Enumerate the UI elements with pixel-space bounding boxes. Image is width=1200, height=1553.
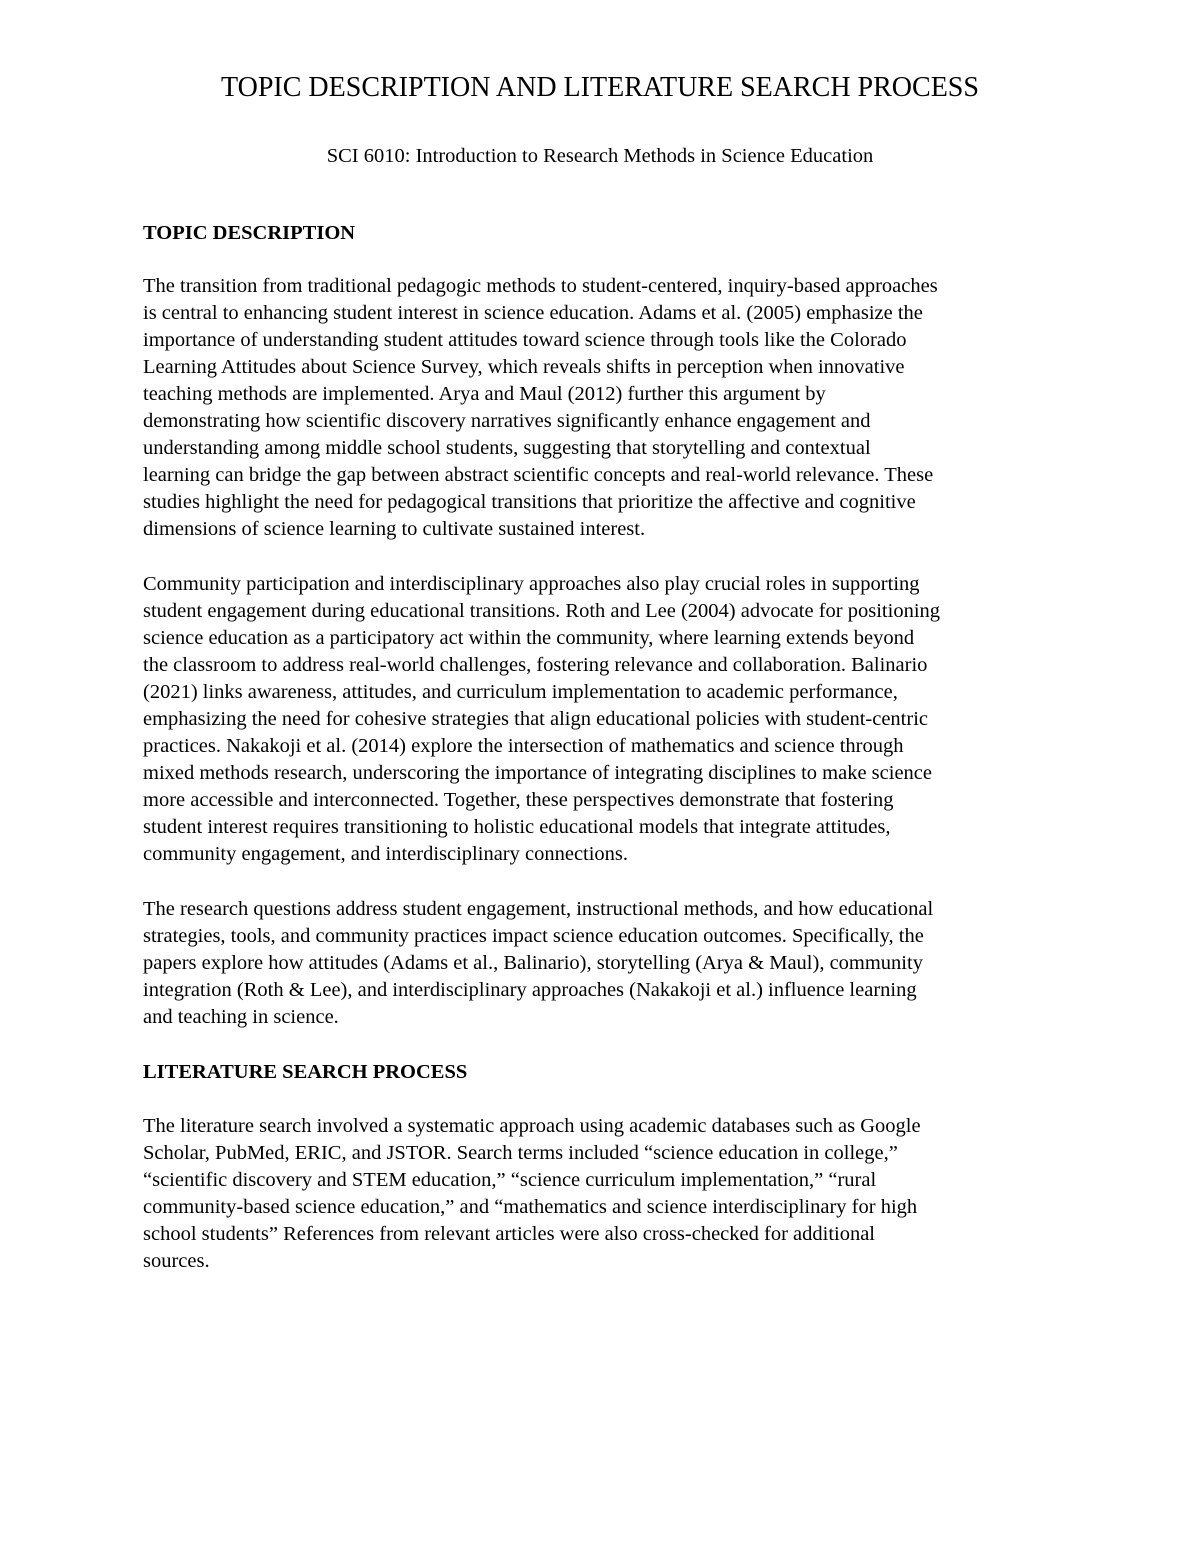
text-line: science education as a participatory act within the community, where learning extends beyond <box>143 627 915 649</box>
text-line: mixed methods research, underscoring the importance of integrating disciplines to make science <box>143 762 932 784</box>
text-line: studies highlight the need for pedagogical transitions that prioritize the affective and cognitive <box>143 491 916 513</box>
text-line: community-based science education,” and “mathematics and science interdisciplinary for high <box>143 1196 918 1218</box>
text-line: practices. Nakakoji et al. (2014) explore the intersection of mathematics and science through <box>143 735 904 757</box>
text-line: “scientific discovery and STEM education,” “science curriculum implementation,” “rural <box>143 1169 877 1191</box>
text-line: The research questions address student engagement, instructional methods, and how educational <box>143 898 934 920</box>
paragraph-topic-3 <box>143 896 1059 1031</box>
section-heading-topic-description: TOPIC DESCRIPTION <box>143 222 356 244</box>
text-line: student interest requires transitioning to holistic educational models that integrate attitudes, <box>143 816 891 838</box>
section-heading-literature-search: LITERATURE SEARCH PROCESS <box>143 1061 468 1083</box>
text-line: school students” References from relevant articles were also cross-checked for additional <box>143 1223 876 1245</box>
text-line: Community participation and interdisciplinary approaches also play crucial roles in supporting <box>143 573 920 595</box>
text-line: integration (Roth & Lee), and interdisciplinary approaches (Nakakoji et al.) influence learning <box>143 979 917 1001</box>
text-line: The literature search involved a systematic approach using academic databases such as Google <box>143 1115 921 1137</box>
text-line: more accessible and interconnected. Together, these perspectives demonstrate that fostering <box>143 789 894 811</box>
paragraph-topic-2 <box>143 571 1059 868</box>
text-line: teaching methods are implemented. Arya and Maul (2012) further this argument by <box>143 383 826 405</box>
text-line: student engagement during educational transitions. Roth and Lee (2004) advocate for positioning <box>143 600 941 622</box>
text-line: learning can bridge the gap between abstract scientific concepts and real-world relevance. These <box>143 464 934 486</box>
text-line: The transition from traditional pedagogic methods to student-centered, inquiry-based approaches <box>143 275 938 297</box>
document-title: TOPIC DESCRIPTION AND LITERATURE SEARCH PROCESS <box>221 72 979 103</box>
text-line: papers explore how attitudes (Adams et al., Balinario), storytelling (Arya & Maul), community <box>143 952 923 974</box>
text-line: (2021) links awareness, attitudes, and curriculum implementation to academic performance, <box>143 681 898 703</box>
text-line: is central to enhancing student interest in science education. Adams et al. (2005) emphasize the <box>143 302 923 324</box>
paragraph-literature-1 <box>143 1113 1059 1275</box>
text-line: Learning Attitudes about Science Survey, which reveals shifts in perception when innovative <box>143 356 905 378</box>
text-line: Scholar, PubMed, ERIC, and JSTOR. Search terms included “science education in college,” <box>143 1142 898 1164</box>
document-subtitle: SCI 6010: Introduction to Research Methods in Science Education <box>326 145 874 167</box>
text-line: emphasizing the need for cohesive strategies that align educational policies with student-centric <box>143 708 928 730</box>
text-line: community engagement, and interdisciplinary connections. <box>143 843 629 865</box>
text-line: demonstrating how scientific discovery narratives significantly enhance engagement and <box>143 410 871 432</box>
paragraph-topic-1 <box>143 273 1059 543</box>
text-line: understanding among middle school students, suggesting that storytelling and contextual <box>143 437 871 459</box>
text-line: dimensions of science learning to cultivate sustained interest. <box>143 518 646 540</box>
text-line: sources. <box>143 1250 210 1272</box>
text-line: strategies, tools, and community practices impact science education outcomes. Specifically, the <box>143 925 924 947</box>
text-line: and teaching in science. <box>143 1006 339 1028</box>
text-line: importance of understanding student attitudes toward science through tools like the Colorado <box>143 329 907 351</box>
text-line: the classroom to address real-world challenges, fostering relevance and collaboration. Balinario <box>143 654 928 676</box>
